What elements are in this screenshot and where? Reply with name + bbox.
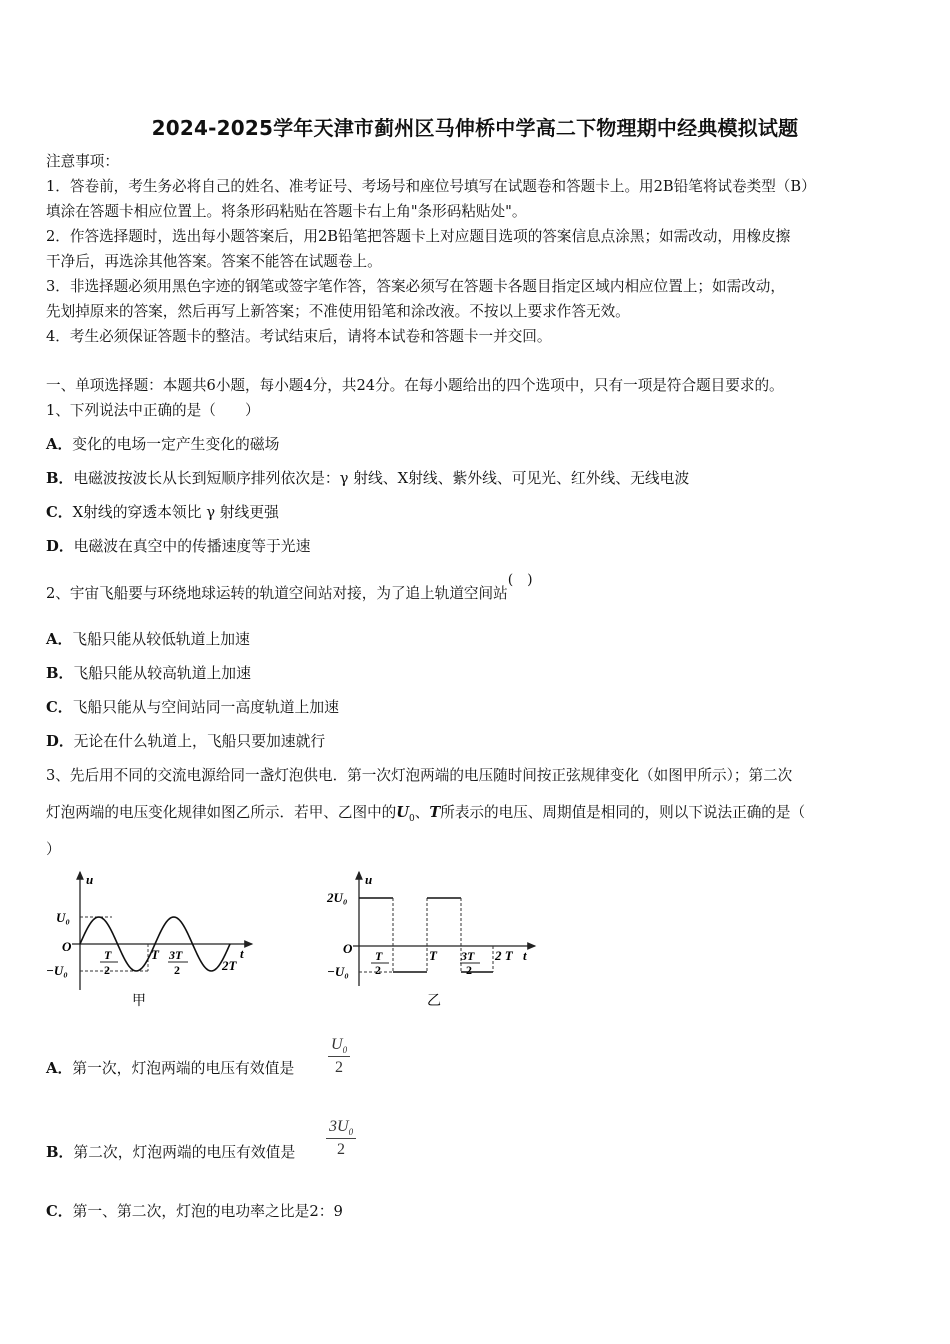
notice-line-4: 4．考生必须保证答题卡的整洁。考试结束后，请将本试卷和答题卡一并交回。 bbox=[46, 328, 552, 345]
num-text: U bbox=[331, 1036, 343, 1053]
jia-caption: 甲 bbox=[132, 994, 146, 1009]
jia-t-half-den: 2 bbox=[104, 963, 110, 977]
jia-t-half-num: T bbox=[104, 948, 112, 962]
option-label: B． bbox=[46, 665, 74, 682]
jia-u0-label: U₀ bbox=[56, 910, 70, 925]
q3-stem-text: 、 bbox=[414, 804, 430, 821]
option-text: X射线的穿透本领比 γ 射线更强 bbox=[72, 504, 279, 521]
u0-symbol: U bbox=[396, 804, 409, 821]
jia-t-mark: T bbox=[151, 947, 159, 962]
t-symbol: T bbox=[429, 804, 441, 821]
jia-3t-half-num: 3T bbox=[169, 948, 183, 962]
yi-t-label: t bbox=[523, 948, 527, 963]
q3-option-b bbox=[46, 1143, 295, 1163]
option-text: 第一次，灯泡两端的电压有效值是 bbox=[72, 1060, 295, 1077]
page-title: 2024-2025学年天津市蓟州区马伸桥中学高二下物理期中经典模拟试题 bbox=[151, 116, 799, 140]
q3-stem-text: 灯泡两端的电压变化规律如图乙所示．若甲、乙图中的 bbox=[46, 804, 397, 821]
option-text: 电磁波在真空中的传播速度等于光速 bbox=[73, 538, 311, 555]
option-text: 第二次，灯泡两端的电压有效值是 bbox=[73, 1144, 296, 1161]
yi-t-half-den: 2 bbox=[375, 963, 381, 977]
q2-stem-text: 2、宇宙飞船要与环绕地球运转的轨道空间站对接，为了追上轨道空间站 bbox=[46, 585, 508, 602]
q3-b-fraction bbox=[326, 1118, 356, 1159]
fraction-denominator: 2 bbox=[335, 1059, 344, 1077]
q2-option-c bbox=[46, 698, 339, 718]
notice-line-2b: 干净后，再选涂其他答案。答案不能答在试题卷上。 bbox=[46, 253, 382, 270]
q3-option-a bbox=[46, 1059, 294, 1079]
notice-line-3a: 3．非选择题必须用黑色字迹的钢笔或签字笔作答，答案必须写在答题卡各题目指定区域内相应位置上；如需改动， bbox=[46, 278, 785, 295]
num-sub: 0 bbox=[342, 1045, 348, 1056]
yi-2t-mark: 2 T bbox=[495, 948, 513, 963]
option-text: 飞船只能从较高轨道上加速 bbox=[73, 665, 251, 682]
jia-negu0-label: −U₀ bbox=[46, 963, 68, 978]
q1-option-b bbox=[46, 469, 689, 489]
option-label: A． bbox=[46, 1060, 73, 1077]
yi-3t-half-den: 2 bbox=[466, 963, 472, 977]
yi-negu0-label: −U₀ bbox=[327, 964, 349, 979]
fraction-numerator bbox=[326, 1118, 356, 1139]
q1-stem: 1、下列说法中正确的是（ ） bbox=[46, 402, 260, 419]
q1-option-c bbox=[46, 503, 279, 523]
q1-option-a bbox=[46, 435, 279, 455]
q3-stem-line2 bbox=[46, 803, 805, 829]
option-label: B． bbox=[46, 1144, 74, 1161]
option-text: 飞船只能从与空间站同一高度轨道上加速 bbox=[72, 699, 339, 716]
option-label: D． bbox=[46, 538, 74, 555]
notice-heading: 注意事项： bbox=[46, 153, 119, 170]
option-text: 变化的电场一定产生变化的磁场 bbox=[72, 436, 280, 453]
yi-t-half-num: T bbox=[375, 949, 383, 963]
q3-stem-line1: 3、先后用不同的交流电源给同一盏灯泡供电．第一次灯泡两端的电压随时间按正弦规律变化（如图甲所示）；第二次 bbox=[46, 767, 793, 784]
option-label: C． bbox=[46, 699, 73, 716]
figure-jia bbox=[40, 862, 270, 1014]
q2-stem bbox=[46, 572, 533, 604]
yi-2u0-label: 2U₀ bbox=[327, 890, 348, 905]
q1-option-d bbox=[46, 537, 310, 557]
u0-subscript: 0 bbox=[409, 813, 415, 824]
option-label: A． bbox=[46, 436, 73, 453]
option-label: C． bbox=[46, 1203, 73, 1220]
yi-t-mark: T bbox=[429, 948, 437, 963]
option-label: D． bbox=[46, 733, 74, 750]
q2-option-d bbox=[46, 732, 325, 752]
fraction-numerator bbox=[328, 1036, 350, 1057]
section-heading: 一、单项选择题：本题共6小题，每小题4分，共24分。在每小题给出的四个选项中，只有一项是符合题目要求的。 bbox=[46, 377, 784, 394]
yi-o-label: O bbox=[343, 941, 353, 956]
q3-a-fraction bbox=[328, 1036, 350, 1077]
notice-line-2a: 2．作答选择题时，选出每小题答案后，用2B铅笔把答题卡上对应题目选项的答案信息点涂黑；如需改动，用橡皮擦 bbox=[46, 228, 791, 245]
jia-o-label: O bbox=[62, 939, 72, 954]
jia-t-label: t bbox=[240, 946, 244, 961]
q3-stem-text: 所表示的电压、周期值是相同的，则以下说法正确的是（ bbox=[440, 804, 806, 821]
option-text: 电磁波按波长从长到短顺序排列依次是：γ 射线、X射线、紫外线、可见光、红外线、无线电波 bbox=[73, 470, 690, 487]
option-text: 飞船只能从较低轨道上加速 bbox=[72, 631, 250, 648]
yi-u-label: u bbox=[365, 872, 373, 887]
option-text: 第一、第二次，灯泡的电功率之比是2：9 bbox=[72, 1203, 343, 1220]
notice-line-3b: 先划掉原来的答案，然后再写上新答案；不准使用铅笔和涂改液。不按以上要求作答无效。 bbox=[46, 303, 630, 320]
num-text: 3U bbox=[329, 1118, 349, 1135]
q2-option-b bbox=[46, 664, 251, 684]
q3-stem-line3: ） bbox=[46, 841, 61, 858]
yi-3t-half-num: 3T bbox=[461, 949, 475, 963]
figure-yi bbox=[325, 862, 555, 1014]
q2-answer-paren: ( ) bbox=[507, 572, 533, 588]
option-label: B． bbox=[46, 470, 74, 487]
option-text: 无论在什么轨道上，飞船只要加速就行 bbox=[73, 733, 326, 750]
option-label: A． bbox=[46, 631, 73, 648]
num-sub: 0 bbox=[348, 1127, 354, 1138]
fraction-denominator: 2 bbox=[337, 1141, 346, 1159]
jia-u-label: u bbox=[86, 872, 94, 887]
jia-3t-half-den: 2 bbox=[174, 963, 180, 977]
q2-option-a bbox=[46, 630, 250, 650]
q3-option-c bbox=[46, 1202, 343, 1222]
notice-line-1a: 1．答卷前，考生务必将自己的姓名、准考证号、考场号和座位号填写在试题卷和答题卡上。用2B铅笔将试卷类型（B） bbox=[46, 178, 816, 195]
yi-caption: 乙 bbox=[427, 994, 441, 1009]
jia-2t-mark: 2T bbox=[222, 958, 237, 973]
option-label: C． bbox=[46, 504, 73, 521]
notice-line-1b: 填涂在答题卡相应位置上。将条形码粘贴在答题卡右上角"条形码粘贴处"。 bbox=[46, 203, 527, 220]
